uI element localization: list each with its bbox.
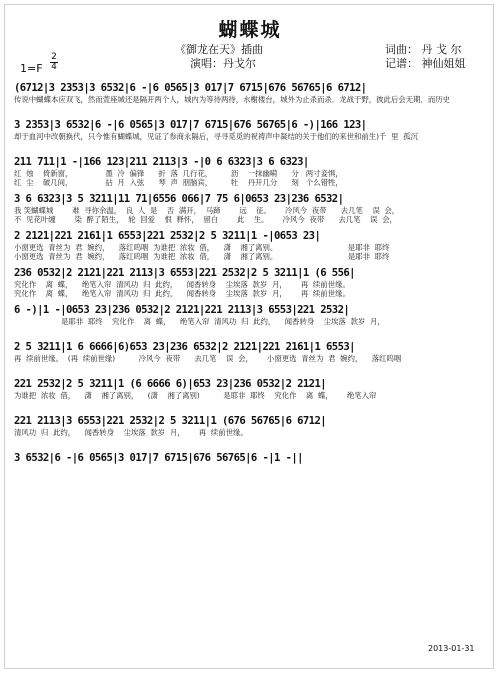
score-system: [14, 119, 486, 156]
score-system: [14, 378, 486, 415]
time-signature-denominator: 4: [51, 62, 57, 72]
score-system: [14, 304, 486, 341]
notation-line: 2 2121|221 2161|1 6553|221 2532|2 5 3211|1 -|0653 23|: [14, 230, 321, 242]
lyric-line-2: [14, 141, 486, 150]
lyric-line: 再 续前世缘。 (再 续前世缘) 冷风今 夜带 去几笔 误 会， 小窗更选 青丝为 君 婉约， 落红呜咽: [14, 354, 402, 363]
notation-line: 221 2113|3 6553|221 2532|2 5 3211|1 (676 56765|6 6712|: [14, 415, 327, 427]
lyric-line: 我 笑蝴蝶城 难 寻你余温， 良 人 是 否 满开， 马蹄 远 征。 冷风今 夜带 去几笔 误 会，: [14, 206, 400, 215]
lyric-line: 传说中蝴蝶本应双飞，然而萱座城还是隔开两个人，城内为等待两待，水榭楼台，城外为止杀而杀．龙战于野，彼此后会无期．而历史: [14, 95, 451, 104]
lyric-line: 为谁把 浓妆 借， 潇 湘了离别， (潇 湘了离别) 是耶非 耶终 究化作 离 蝶， 绝笔入帘: [14, 391, 377, 400]
lyric-line: 小窗更选 青丝为 君 婉约， 落红呜咽 为谁把 浓妆 借， 潇 湘了离别。 是耶非 耶终: [14, 243, 390, 252]
lyric-line-2: [14, 363, 486, 372]
score-system: [14, 452, 486, 489]
score-system: [14, 193, 486, 230]
transcriber-credit: 记谱： 神仙姐姐: [385, 57, 466, 70]
score-system: [14, 156, 486, 193]
lyric-line-2: [14, 474, 486, 483]
notation-line: 3 6532|6 -|6 0565|3 017|7 6715|676 56765|6 -|1 -||: [14, 452, 303, 464]
score-system: [14, 267, 486, 304]
lyric-line: 红 烛 倚新窗， 墨 冷 偏锋 折 落 几行花， 沥 一抹幽嗬 分 两寸妾惧，: [14, 169, 343, 178]
lyric-line-2: [14, 437, 486, 446]
score-system: [14, 341, 486, 378]
lyric-line: [14, 465, 486, 474]
notation-line: 3 2353|3 6532|6 -|6 0565|3 017|7 6715|676 56765|6 -)|166 123|: [14, 119, 367, 131]
notation-line: 6 -)|1 -|0653 23|236 0532|2 2121|221 2113|3 6553|221 2532|: [14, 304, 350, 316]
notation-line: 2 5 3211|1 6 6666|6)653 23|236 6532|2 2121|221 2161|1 6553|: [14, 341, 355, 353]
lyric-line-2: [14, 104, 486, 113]
lyric-line-2: 究化作 离 蝶， 绝笔入帘 清风功 归 此约， 闻香转身 尘埃落 款岁 月， 再 续前世缘。: [14, 289, 350, 298]
notation-line: 221 2532|2 5 3211|1 (6 6666 6)|653 23|236 0532|2 2121|: [14, 378, 327, 390]
notation-line: (6712|3 2353|3 6532|6 -|6 0565|3 017|7 6715|676 56765|6 6712|: [14, 82, 367, 94]
lyric-line: 清风功 归 此约， 闻香转身 尘埃落 款岁 月， 再 续前世缘。: [14, 428, 248, 437]
singer-credit: 演唱：丹戈尔: [190, 57, 256, 70]
lyric-line-2: 红 尘 破几间， 拈 月 入弦 琴 声 朋脑宾， 牡 丹开几分 刻 个么错牲，: [14, 178, 343, 187]
lyric-line: 究化作 离 蝶， 绝笔入帘 清风功 归 此约， 闻香转身 尘埃落 款岁 月， 再 续前世缘。: [14, 280, 350, 289]
song-title: 蝴蝶城: [218, 19, 282, 41]
notation-line: 211 711|1 -|166 123|211 2113|3 -|0 6 6323|3 6 6323|: [14, 156, 309, 168]
lyric-line-2: [14, 326, 486, 335]
lyric-line-2: [14, 400, 486, 409]
lyric-line-2: 不 见花叶缠 染 醉了陌生， 轮 回爱 恨 释怀， 留白 此 生。 冷风今 夜带 去几笔 误 会，: [14, 215, 397, 224]
score-system: [14, 82, 486, 119]
lyric-line: 是耶非 耶终 究化作 离 蝶， 绝笔入帘 清风功 归 此约， 闻香转身 尘埃落 款岁 月，: [14, 317, 385, 326]
score-system: [14, 230, 486, 267]
composer-credit: 词曲： 丹 戈 尔: [385, 43, 462, 56]
notation-line: 3 6 6323|3 5 3211|11 71|6556 066|7 75 6|0653 23|236 6532|: [14, 193, 344, 205]
transcription-date: 2013-01-31: [428, 644, 475, 653]
score-body: [14, 82, 486, 489]
score-system: [14, 415, 486, 452]
key-signature: 1=F: [20, 62, 43, 75]
notation-line: 236 0532|2 2121|221 2113|3 6553|221 2532|2 5 3211|1 (6 556|: [14, 267, 355, 279]
time-signature-numerator: 2: [51, 52, 57, 62]
lyric-line-2: 小窗更选 青丝为 君 婉约， 落红呜咽 为谁把 浓妆 借， 潇 湘了离别。 是耶非 耶终: [14, 252, 390, 261]
song-subtitle: 《御龙在天》插曲: [175, 43, 263, 56]
lyric-line: 却于血河中改朝换代，只今惟有蝴蝶城，见证了参商永隔后，寻寻觅觅的祝祷声中凝结的关于他们的来世和前生)千 里 孤沉: [14, 132, 418, 141]
time-signature: [50, 53, 58, 72]
